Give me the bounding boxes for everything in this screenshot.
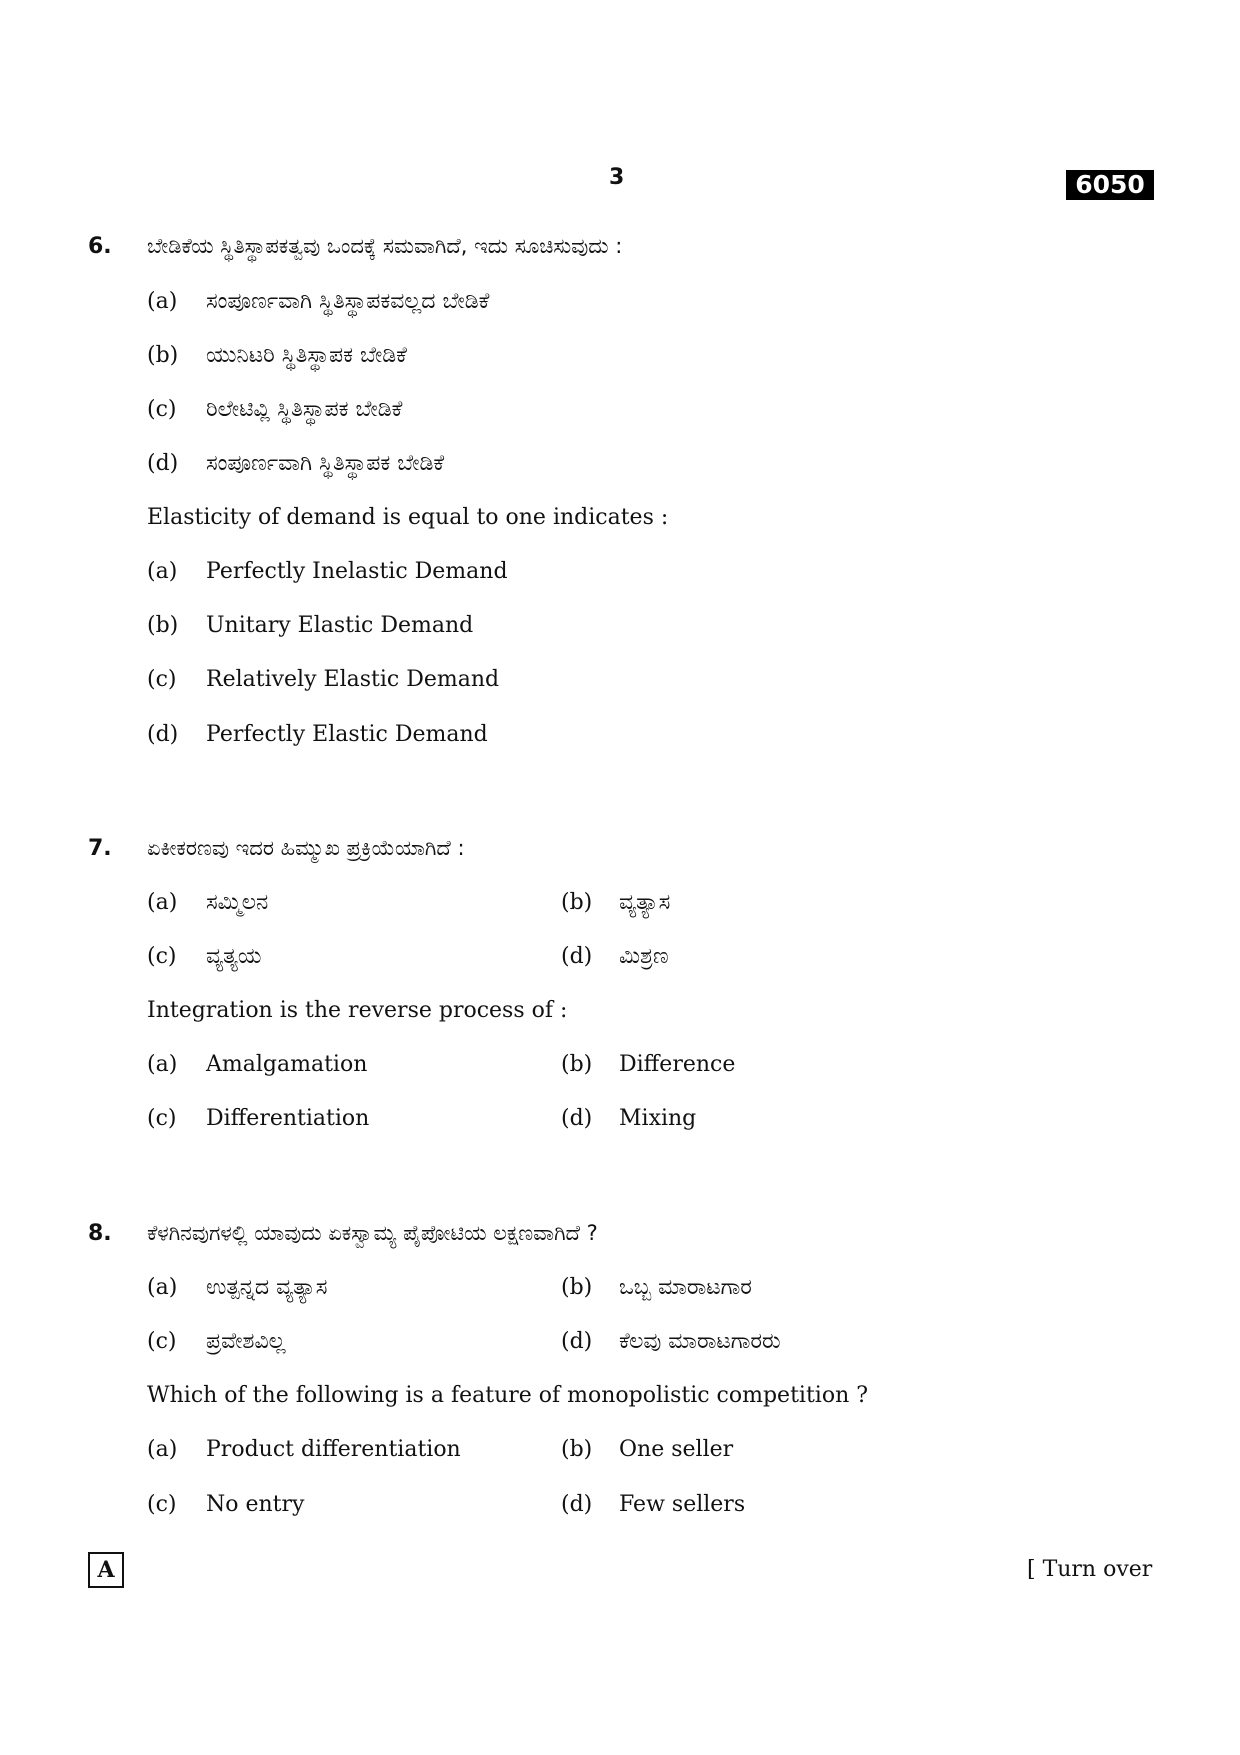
option-text-kannada: ಕೆಲವು ಮಾರಾಟಗಾರರು — [619, 1329, 781, 1354]
option-label: (c) — [147, 1492, 177, 1517]
option-text-english: Unitary Elastic Demand — [206, 613, 474, 638]
option-text-english: Differentiation — [206, 1106, 370, 1131]
question-text-kannada: ಕೆಳಗಿನವುಗಳಲ್ಲಿ ಯಾವುದು ಏಕಸ್ವಾಮ್ಯ ಪೈಪೋಟಿಯ ಲಕ್ಷಣವಾಗಿದೆ ? — [147, 1221, 598, 1245]
question-text-english: Elasticity of demand is equal to one indicates : — [147, 505, 669, 530]
question-number: 8. — [88, 1221, 112, 1246]
option-text-kannada: ಪ್ರವೇಶವಿಲ್ಲ — [206, 1329, 286, 1354]
turn-over-note: [ Turn over — [1027, 1557, 1153, 1582]
option-label: (a) — [147, 1275, 178, 1300]
option-text-kannada: ಒಬ್ಬ ಮಾರಾಟಗಾರ — [619, 1275, 752, 1300]
option-label: (c) — [147, 944, 177, 969]
option-text-english: Few sellers — [619, 1492, 746, 1517]
option-text-english: Relatively Elastic Demand — [206, 667, 500, 692]
option-label: (a) — [147, 289, 178, 314]
option-label: (d) — [561, 1106, 593, 1131]
option-label: (c) — [147, 397, 177, 422]
option-label: (b) — [147, 613, 179, 638]
option-text-english: Difference — [619, 1052, 736, 1077]
option-label: (c) — [147, 1329, 177, 1354]
option-label: (d) — [561, 944, 593, 969]
option-text-kannada: ಮಿಶ್ರಣ — [619, 944, 669, 969]
option-label: (d) — [561, 1329, 593, 1354]
option-text-kannada: ಉತ್ಪನ್ನದ ವ್ಯತ್ಯಾಸ — [206, 1275, 328, 1300]
option-text-english: One seller — [619, 1437, 734, 1462]
question-text-kannada: ಏಕೀಕರಣವು ಇದರ ಹಿಮ್ಮುಖ ಪ್ರಕ್ರಿಯೆಯಾಗಿದೆ : — [147, 836, 465, 860]
paper-code-badge: 6050 — [1066, 170, 1154, 200]
option-text-english: No entry — [206, 1492, 305, 1517]
option-label: (d) — [147, 722, 179, 747]
option-label: (b) — [147, 343, 179, 368]
option-text-kannada: ಸಮ್ಮಿಲನ — [206, 890, 269, 915]
option-text-kannada: ಯುನಿಟರಿ ಸ್ಥಿತಿಸ್ಥಾಪಕ ಬೇಡಿಕೆ — [206, 343, 407, 368]
page-number: 3 — [609, 165, 625, 190]
option-label: (b) — [561, 1052, 593, 1077]
option-text-english: Product differentiation — [206, 1437, 461, 1462]
option-text-kannada: ಸಂಪೂರ್ಣವಾಗಿ ಸ್ಥಿತಿಸ್ಥಾಪಕವಲ್ಲದ ಬೇಡಿಕೆ — [206, 289, 490, 314]
option-text-english: Mixing — [619, 1106, 697, 1131]
question-text-english: Integration is the reverse process of : — [147, 998, 568, 1023]
option-text-english: Perfectly Elastic Demand — [206, 722, 488, 747]
option-text-english: Perfectly Inelastic Demand — [206, 559, 508, 584]
option-text-kannada: ರಿಲೇಟಿವ್ಲಿ ಸ್ಥಿತಿಸ್ಥಾಪಕ ಬೇಡಿಕೆ — [206, 397, 403, 422]
question-text-kannada: ಬೇಡಿಕೆಯ ಸ್ಥಿತಿಸ್ಥಾಪಕತ್ವವು ಒಂದಕ್ಕೆ ಸಮವಾಗಿದೆ, ಇದು ಸೂಚಿಸುವುದು : — [147, 234, 623, 258]
option-label: (b) — [561, 1275, 593, 1300]
option-label: (c) — [147, 667, 177, 692]
option-label: (a) — [147, 1052, 178, 1077]
option-label: (d) — [561, 1492, 593, 1517]
option-label: (a) — [147, 890, 178, 915]
option-label: (d) — [147, 451, 179, 476]
option-text-kannada: ವ್ಯತ್ಯಯ — [206, 944, 262, 969]
option-text-kannada: ಸಂಪೂರ್ಣವಾಗಿ ಸ್ಥಿತಿಸ್ಥಾಪಕ ಬೇಡಿಕೆ — [206, 451, 445, 476]
option-label: (c) — [147, 1106, 177, 1131]
question-text-english: Which of the following is a feature of monopolistic competition ? — [147, 1383, 869, 1408]
option-label: (b) — [561, 1437, 593, 1462]
option-label: (b) — [561, 890, 593, 915]
question-number: 6. — [88, 234, 112, 259]
option-text-kannada: ವ್ಯತ್ಯಾಸ — [619, 890, 671, 915]
version-code-box: A — [88, 1552, 124, 1588]
option-text-english: Amalgamation — [206, 1052, 368, 1077]
option-label: (a) — [147, 559, 178, 584]
option-label: (a) — [147, 1437, 178, 1462]
question-number: 7. — [88, 836, 112, 861]
